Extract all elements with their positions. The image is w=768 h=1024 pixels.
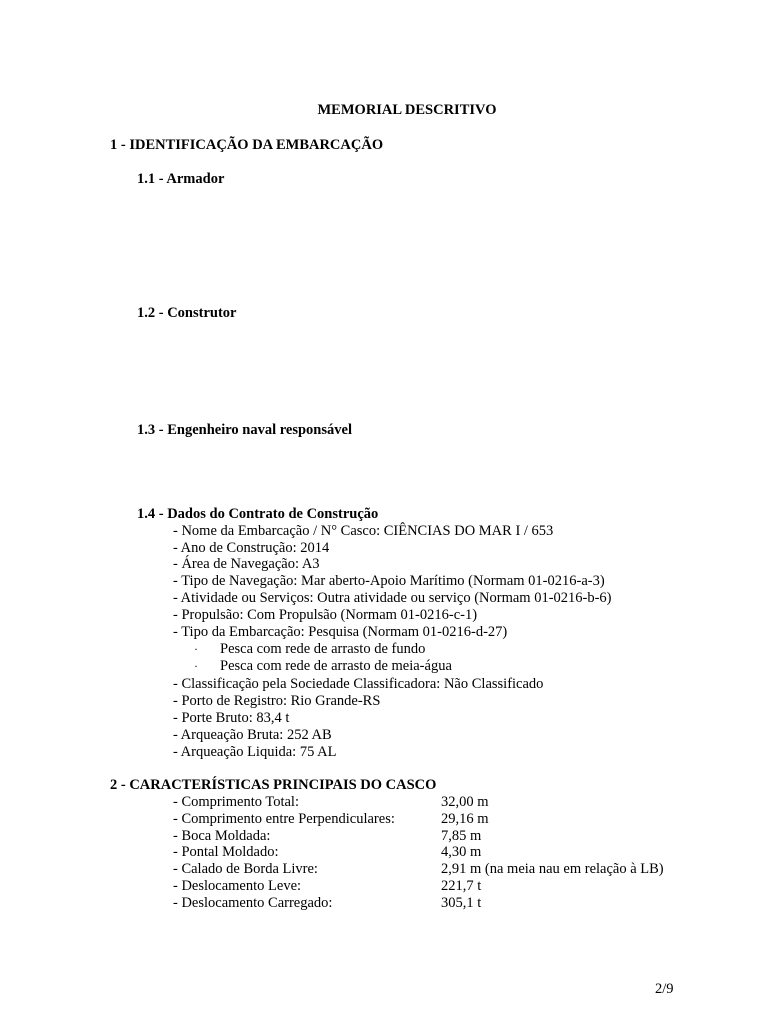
contract-line-deadweight: - Porte Bruto: 83,4 t (173, 710, 290, 726)
contract-line-navigation-area: - Área de Navegação: A3 (173, 556, 320, 572)
document-title: MEMORIAL DESCRITIVO (317, 102, 497, 118)
contract-line-activity: - Atividade ou Serviços: Outra atividade ou serviço (Normam 01-0216-b-6) (173, 590, 612, 606)
bullet-item-bottom-trawl: Pesca com rede de arrasto de fundo (220, 641, 426, 657)
section-1-3-heading: 1.3 - Engenheiro naval responsável (137, 422, 352, 438)
section-1-2-heading: 1.2 - Construtor (137, 305, 237, 321)
contract-line-vessel-type: - Tipo da Embarcação: Pesquisa (Normam 01-0216-d-27) (173, 624, 508, 640)
hull-row-label: - Calado de Borda Livre: (173, 861, 318, 877)
hull-row-label: - Deslocamento Carregado: (173, 895, 333, 911)
section-1-4-heading: 1.4 - Dados do Contrato de Construção (137, 506, 379, 522)
bullet-marker: · (194, 642, 198, 656)
hull-row-label: - Comprimento entre Perpendiculares: (173, 811, 395, 827)
contract-line-net-tonnage: - Arqueação Liquida: 75 AL (173, 744, 337, 760)
hull-row-value: 305,1 t (441, 895, 482, 911)
hull-row-label: - Deslocamento Leve: (173, 878, 302, 894)
hull-row-label: - Boca Moldada: (173, 828, 271, 844)
contract-line-propulsion: - Propulsão: Com Propulsão (Normam 01-0216-c-1) (173, 607, 478, 623)
contract-line-build-year: - Ano de Construção: 2014 (173, 540, 330, 556)
contract-line-navigation-type: - Tipo de Navegação: Mar aberto-Apoio Marítimo (Normam 01-0216-a-3) (173, 573, 605, 589)
section-1-1-heading: 1.1 - Armador (137, 171, 225, 187)
bullet-marker: · (194, 659, 198, 673)
contract-line-gross-tonnage: - Arqueação Bruta: 252 AB (173, 727, 332, 743)
hull-row-value: 7,85 m (441, 828, 482, 844)
contract-line-classification: - Classificação pela Sociedade Classificadora: Não Classificado (173, 676, 544, 692)
hull-row-label: - Pontal Moldado: (173, 844, 279, 860)
section-1-heading: 1 - IDENTIFICAÇÃO DA EMBARCAÇÃO (110, 137, 384, 153)
hull-row-value: 32,00 m (441, 794, 489, 810)
hull-row-value: 4,30 m (441, 844, 482, 860)
contract-line-registry-port: - Porto de Registro: Rio Grande-RS (173, 693, 381, 709)
hull-row-value: 221,7 t (441, 878, 482, 894)
section-2-heading: 2 - CARACTERÍSTICAS PRINCIPAIS DO CASCO (110, 777, 437, 793)
hull-row-label: - Comprimento Total: (173, 794, 299, 810)
bullet-item-midwater-trawl: Pesca com rede de arrasto de meia-água (220, 658, 452, 674)
contract-line-vessel-name: - Nome da Embarcação / N° Casco: CIÊNCIAS DO MAR I / 653 (173, 523, 554, 539)
page-number: 2/9 (655, 981, 674, 997)
hull-row-value: 29,16 m (441, 811, 489, 827)
hull-row-value: 2,91 m (na meia nau em relação à LB) (441, 861, 664, 877)
